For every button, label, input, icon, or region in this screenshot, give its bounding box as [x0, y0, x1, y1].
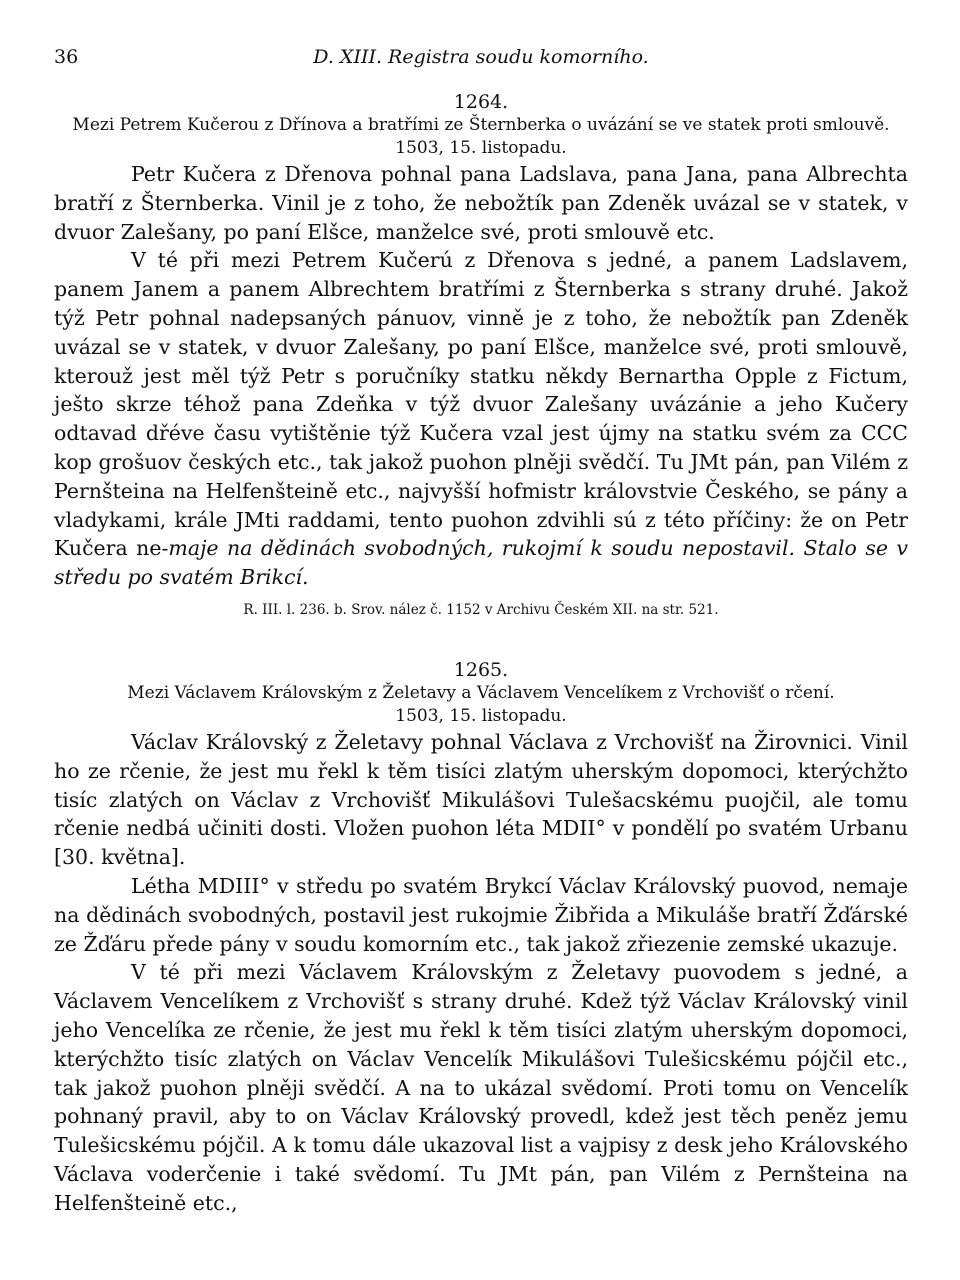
entry-1264 [54, 90, 908, 622]
running-head [54, 38, 908, 78]
entry-date: 1503, 15. listopadu. [395, 705, 567, 726]
entry-number: 1264. [453, 91, 509, 113]
entry-heading: Mezi Petrem Kučerou z Dřínova a bratřími ze Šternberka o uvázání se ve statek proti smlouvě. [72, 115, 890, 135]
paragraph: Létha MDIII° v středu po svatém Brykcí Václav Královský puovod, nemaje na dědinách svobodných, postavil jest rukojmie Žibřida a Mikuláše bratří Žďárské ze Žďáru přede pány v soudu komorním etc., tak jakož zřiezenie zemské ukazuje. [54, 873, 908, 956]
entry-date: 1503, 15. listopadu. [395, 138, 567, 158]
running-title: D. XIII. Registra soudu komorního. [313, 46, 649, 68]
page-number: 36 [54, 46, 79, 68]
paragraph: Petr Kučera z Dřenova pohnal pana Ladslava, pana Jana, pana Albrechta bratří z Šternberka. Vinil je z toho, že nebožtík pan Zdeněk uvázal se v statek, v dvuor Zalešany, po paní Elšce, manželce své, proti smlouvě etc. [54, 162, 908, 244]
source-note: R. III. l. 236. b. Srov. nález č. 1152 v Archivu Českém XII. na str. 521. [243, 601, 719, 618]
paragraph: Václav Královský z Želetavy pohnal Václava z Vrchovišť na Žirovnici. Vinil ho ze rčenie, že jest mu řekl k těm tisíci zlatým uherským dopomoci, kterýchžto tisíc zlatých on Václav z Vrchovišť Mikulášovi Tulešacskému puojčil, ale tomu rčenie nedbá učiniti dosti. Vložen puohon léta MDII° v pondělí po svatém Urbanu [30. května]. [54, 729, 908, 870]
entry-heading: Mezi Václavem Královským z Želetavy a Václavem Vencelíkem z Vrchovišť o rčení. [127, 682, 835, 703]
paragraph: V té při mezi Václavem Královským z Želetavy puovodem s jedné, a Václavem Vencelíkem z Vrchovišť s strany druhé. Kdež týž Václav Královský vinil jeho Vencelíka ze rčenie, že jest mu řekl k těm tisíci zlatým uherským dopomoci, kterýchžto tisíc zlatých on Václav Vencelík Mikulášovi Tulešicskému pójčil etc., tak jakož puohon plněji svědčí. A na to ukázal svědomí. Proti tomu on Vencelík pohnaný pravil, aby to on Václav Královský provedl, kdež jest těch peněz jemu Tulešicskému pójčil. A k tomu dále ukazoval list a vajpisy z desk jeho Královského Václava voderčenie i také svědomí. Tu JMt pán, pan Vilém z Pernšteina na Helfenšteině etc., [54, 960, 908, 1215]
paragraph-text: V té při mezi Petrem Kučerú z Dřenova s jedné, a panem Ladslavem, panem Janem a panem Albrechtem bratřími z Šternberka s strany druhé. Jakož týž Petr pohnal nadepsaných pánuov, vinně je z toho, že nebožtík pan Zdeněk uvázal se v statek, v dvuor Zalešany, po paní Elšce, manželce své, proti smlouvě, kterouž jest měl týž Petr s poručníky statku někdy Bernartha Opple z Fictum, ješto skrze téhož pana Zdeňka v týž dvuor Zalešany uvázánie a jeho Kučery odtavad dřéve času vytištěnie týž Kučera vzal jest újmy na statku svém za CCC kop grošuov českých etc., tak jakož puohon plněji svědčí. Tu JMt pán, pan Vilém z Pernšteina na Helfenšteině etc., najvyšší hofmistr královstvie Českého, se pány a vladykami, krále JMti raddami, tento puohon zdvihli sú z této příčiny: že on Petr Kučera ne- [54, 248, 908, 561]
entry-number: 1265. [453, 658, 509, 681]
paragraph-italic-text: maje na dědinách svobodných, rukojmí k soudu nepostavil. Stalo se v středu po svatém Brikcí. [54, 536, 908, 590]
paragraph [54, 246, 908, 592]
entry-1265 [54, 658, 908, 1218]
